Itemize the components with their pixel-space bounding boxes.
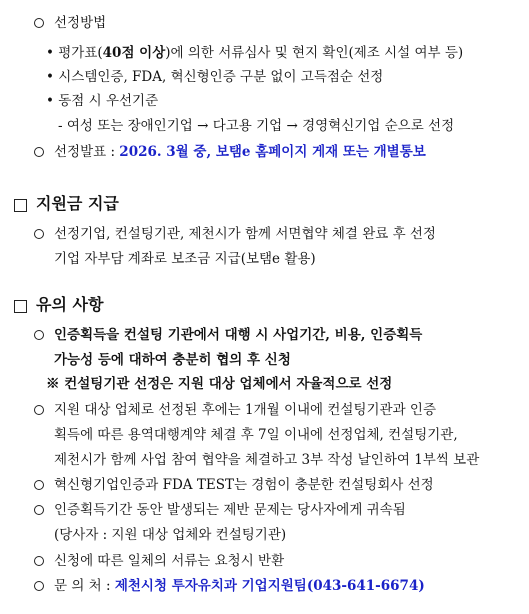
note-1-line-1: 인증획득을 컨설팅 기관에서 대행 시 사업기간, 비용, 인증획득 bbox=[54, 327, 423, 343]
note-3: 혁신형기업인증과 FDA TEST는 경험이 충분한 컨설팅회사 선정 bbox=[54, 477, 434, 493]
circle-bullet-icon bbox=[34, 581, 44, 591]
circle-bullet-icon bbox=[34, 330, 44, 340]
selection-method-title: 선정방법 bbox=[54, 15, 107, 31]
note-2-line-3: 제천시가 함께 사업 참여 협약을 체결하고 3부 작성 날인하여 1부씩 보관 bbox=[54, 452, 480, 468]
circle-bullet-icon bbox=[34, 505, 44, 515]
contact-label: 문 의 처 : bbox=[54, 578, 115, 594]
circle-bullet-icon bbox=[34, 556, 44, 566]
evaluation-bullet-post: )에 의한 서류심사 및 현지 확인(제조 시설 여부 등) bbox=[165, 45, 464, 61]
circle-bullet-icon bbox=[34, 480, 44, 490]
note-4-line-1: 인증획득기간 동안 발생되는 제반 문제는 당사자에게 귀속됨 bbox=[54, 502, 406, 518]
notes-heading: 유의 사항 bbox=[36, 295, 104, 314]
circle-bullet-icon bbox=[34, 147, 44, 157]
circle-bullet-icon bbox=[34, 405, 44, 415]
payment-heading: 지원금 지급 bbox=[36, 194, 119, 213]
payment-line-1: 선정기업, 컨설팅기관, 제천시가 함께 서면협약 체결 완료 후 선정 bbox=[54, 226, 436, 242]
evaluation-score: 40점 이상 bbox=[102, 45, 166, 61]
square-heading-icon bbox=[14, 300, 27, 313]
note-2-line-2: 획득에 따른 용역대행계약 체결 후 7일 이내에 선정업체, 컨설팅기관, bbox=[54, 427, 458, 443]
note-2-line-1: 지원 대상 업체로 선정된 후에는 1개월 이내에 컨설팅기관과 인증 bbox=[54, 402, 436, 418]
note-1-line-2: 가능성 등에 대하여 충분히 협의 후 신청 bbox=[54, 352, 291, 368]
payment-line-2: 기업 자부담 계좌로 보조금 지급(보탬e 활용) bbox=[54, 251, 316, 267]
square-heading-icon bbox=[14, 199, 27, 212]
evaluation-bullet bbox=[46, 43, 463, 63]
announcement-value: 2026. 3월 중, 보탬e 홈페이지 게재 또는 개별통보 bbox=[119, 144, 426, 160]
announcement-label: 선정발표 : bbox=[54, 144, 120, 160]
tie-priority-detail: - 여성 또는 장애인기업 → 다고용 기업 → 경영혁신기업 순으로 선정 bbox=[58, 118, 455, 134]
tie-bullet: • 동점 시 우선기준 bbox=[46, 93, 159, 109]
circle-bullet-icon bbox=[34, 229, 44, 239]
announcement-line bbox=[54, 142, 426, 162]
evaluation-bullet-pre: • 평가표( bbox=[46, 45, 103, 61]
note-4-line-2: (당사자 : 지원 대상 업체와 컨설팅기관) bbox=[54, 527, 287, 543]
certification-bullet: • 시스템인증, FDA, 혁신형인증 구분 없이 고득점순 선정 bbox=[46, 69, 384, 85]
contact-line bbox=[54, 576, 425, 596]
contact-value: 제천시청 투자유치과 기업지원팀(043-641-6674) bbox=[114, 578, 425, 594]
circle-bullet-icon bbox=[34, 18, 44, 28]
note-5: 신청에 따른 일체의 서류는 요청시 반환 bbox=[54, 553, 285, 569]
note-1-reference: ※ 컨설팅기관 선정은 지원 대상 업체에서 자율적으로 선정 bbox=[46, 376, 393, 392]
